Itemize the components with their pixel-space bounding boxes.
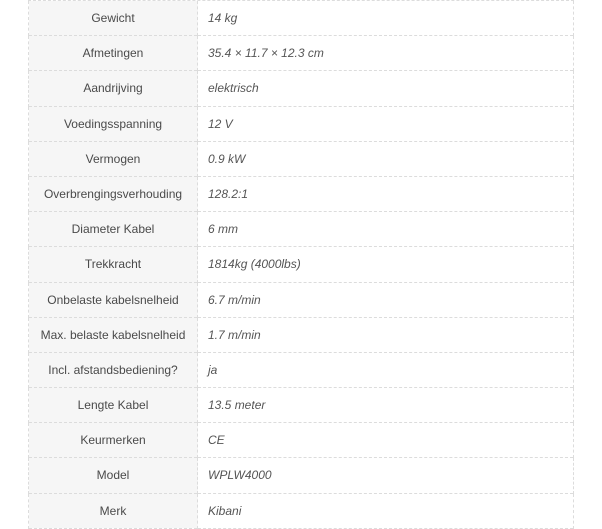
table-row — [29, 493, 574, 528]
spec-label-cell: Model — [29, 458, 198, 493]
spec-value-cell: Kibani — [198, 493, 574, 528]
spec-label-cell: Aandrijving — [29, 71, 198, 106]
table-row — [29, 423, 574, 458]
spec-value-cell: 1814kg (4000lbs) — [198, 247, 574, 282]
spec-label-cell: Incl. afstandsbediening? — [29, 352, 198, 387]
spec-value-cell: 0.9 kW — [198, 141, 574, 176]
table-row — [29, 458, 574, 493]
spec-value-cell: WPLW4000 — [198, 458, 574, 493]
table-row — [29, 247, 574, 282]
table-row — [29, 1, 574, 36]
spec-label-cell: Keurmerken — [29, 423, 198, 458]
spec-label-cell: Onbelaste kabelsnelheid — [29, 282, 198, 317]
spec-label-cell: Voedingsspanning — [29, 106, 198, 141]
table-row — [29, 36, 574, 71]
spec-value-cell: 6.7 m/min — [198, 282, 574, 317]
spec-label-cell: Max. belaste kabelsnelheid — [29, 317, 198, 352]
spec-value-cell: elektrisch — [198, 71, 574, 106]
spec-label-cell: Gewicht — [29, 1, 198, 36]
table-row — [29, 141, 574, 176]
spec-value-cell: 1.7 m/min — [198, 317, 574, 352]
spec-value-cell: CE — [198, 423, 574, 458]
spec-value-cell: 6 mm — [198, 212, 574, 247]
spec-label-cell: Trekkracht — [29, 247, 198, 282]
table-row — [29, 71, 574, 106]
spec-value-cell: 12 V — [198, 106, 574, 141]
spec-value-cell: 13.5 meter — [198, 388, 574, 423]
table-row — [29, 106, 574, 141]
spec-value-cell: 128.2:1 — [198, 176, 574, 211]
table-row — [29, 388, 574, 423]
spec-label-cell: Lengte Kabel — [29, 388, 198, 423]
table-row — [29, 176, 574, 211]
table-row — [29, 212, 574, 247]
spec-value-cell: 35.4 × 11.7 × 12.3 cm — [198, 36, 574, 71]
spec-label-cell: Overbrengingsverhouding — [29, 176, 198, 211]
table-row — [29, 317, 574, 352]
spec-value-cell: 14 kg — [198, 1, 574, 36]
table-row — [29, 352, 574, 387]
table-row — [29, 282, 574, 317]
spec-label-cell: Afmetingen — [29, 36, 198, 71]
spec-label-cell: Merk — [29, 493, 198, 528]
spec-value-cell: ja — [198, 352, 574, 387]
specification-table — [28, 1, 574, 529]
spec-label-cell: Diameter Kabel — [29, 212, 198, 247]
specification-table-body — [29, 1, 574, 528]
spec-label-cell: Vermogen — [29, 141, 198, 176]
